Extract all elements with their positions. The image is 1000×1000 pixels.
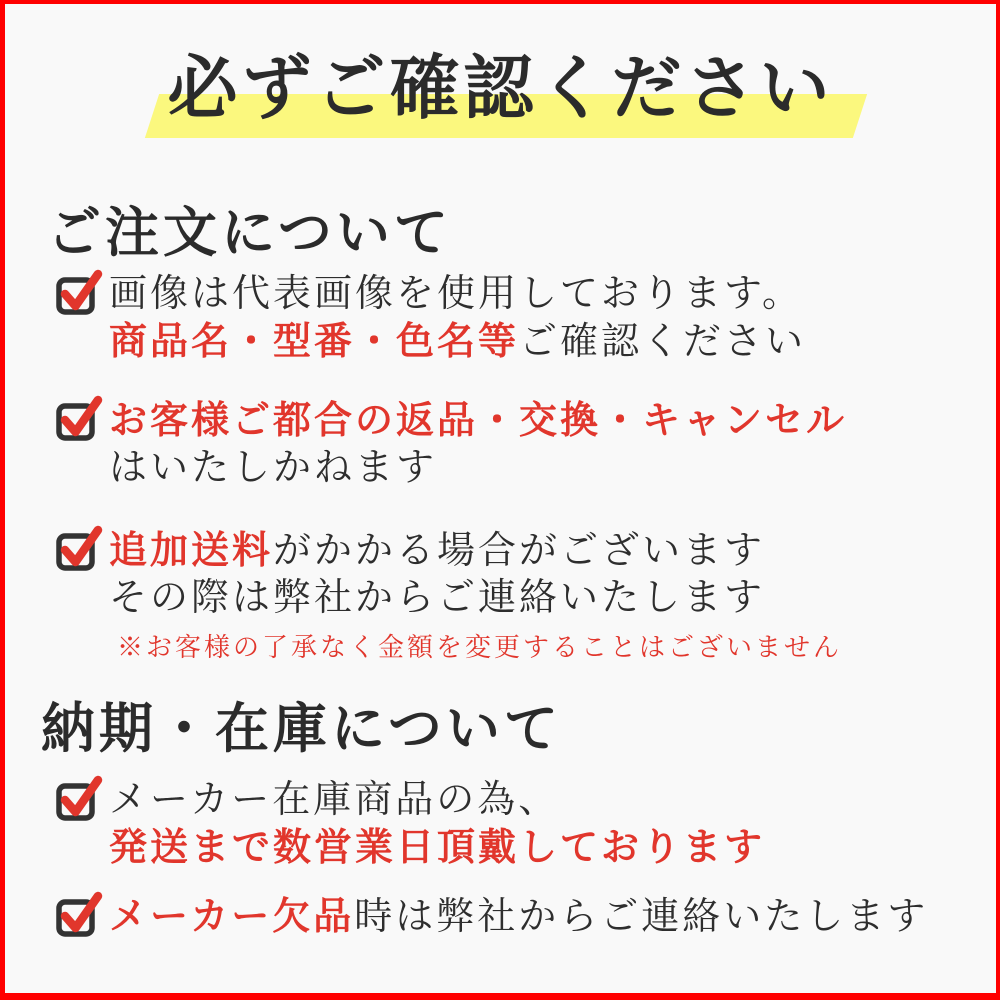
item-text [109, 526, 842, 663]
checked-checkbox-icon [55, 772, 101, 822]
checked-checkbox-icon [55, 522, 101, 572]
item-text [109, 396, 847, 491]
item-line: 画像は代表画像を使用しております。 [109, 271, 803, 315]
section-heading-delivery: 納期・在庫について [41, 696, 562, 760]
checked-checkbox-icon [55, 266, 101, 316]
item-line: がかかる場合がございます [273, 528, 766, 572]
item-line: ご確認ください [519, 319, 807, 363]
section-heading-orders: ご注文について [47, 200, 452, 264]
checklist-item-extra-shipping [55, 526, 842, 663]
item-line: メーカー在庫商品の為、 [109, 777, 560, 821]
page-title: 必ずご確認ください [167, 46, 834, 129]
item-line-emphasis: 発送まで数営業日頂戴しております [109, 824, 766, 869]
item-line: その際は弊社からご連絡いたします [109, 575, 766, 619]
checked-checkbox-icon [55, 888, 101, 938]
checklist-item-maker-shortage [55, 892, 928, 940]
checklist-item-representative-image [55, 270, 806, 365]
item-line: 時は弊社からご連絡いたします [354, 894, 929, 938]
item-footnote: ※お客様の了承なく金額を変更することはございません [117, 633, 843, 663]
item-line-emphasis: 追加送料 [109, 527, 274, 572]
item-text [109, 776, 765, 871]
checked-checkbox-icon [55, 392, 101, 442]
item-line-emphasis: メーカー欠品 [109, 893, 355, 938]
checklist-item-maker-stock [55, 776, 765, 871]
checklist-item-returns [55, 396, 847, 491]
item-line-emphasis: お客様ご都合の返品・交換・キャンセル [109, 397, 848, 442]
item-line: はいたしかねます [109, 445, 438, 489]
item-line-emphasis: 商品名・型番・色名等 [109, 318, 520, 363]
title-block [5, 38, 996, 148]
item-text [109, 270, 806, 365]
item-text [109, 892, 928, 940]
